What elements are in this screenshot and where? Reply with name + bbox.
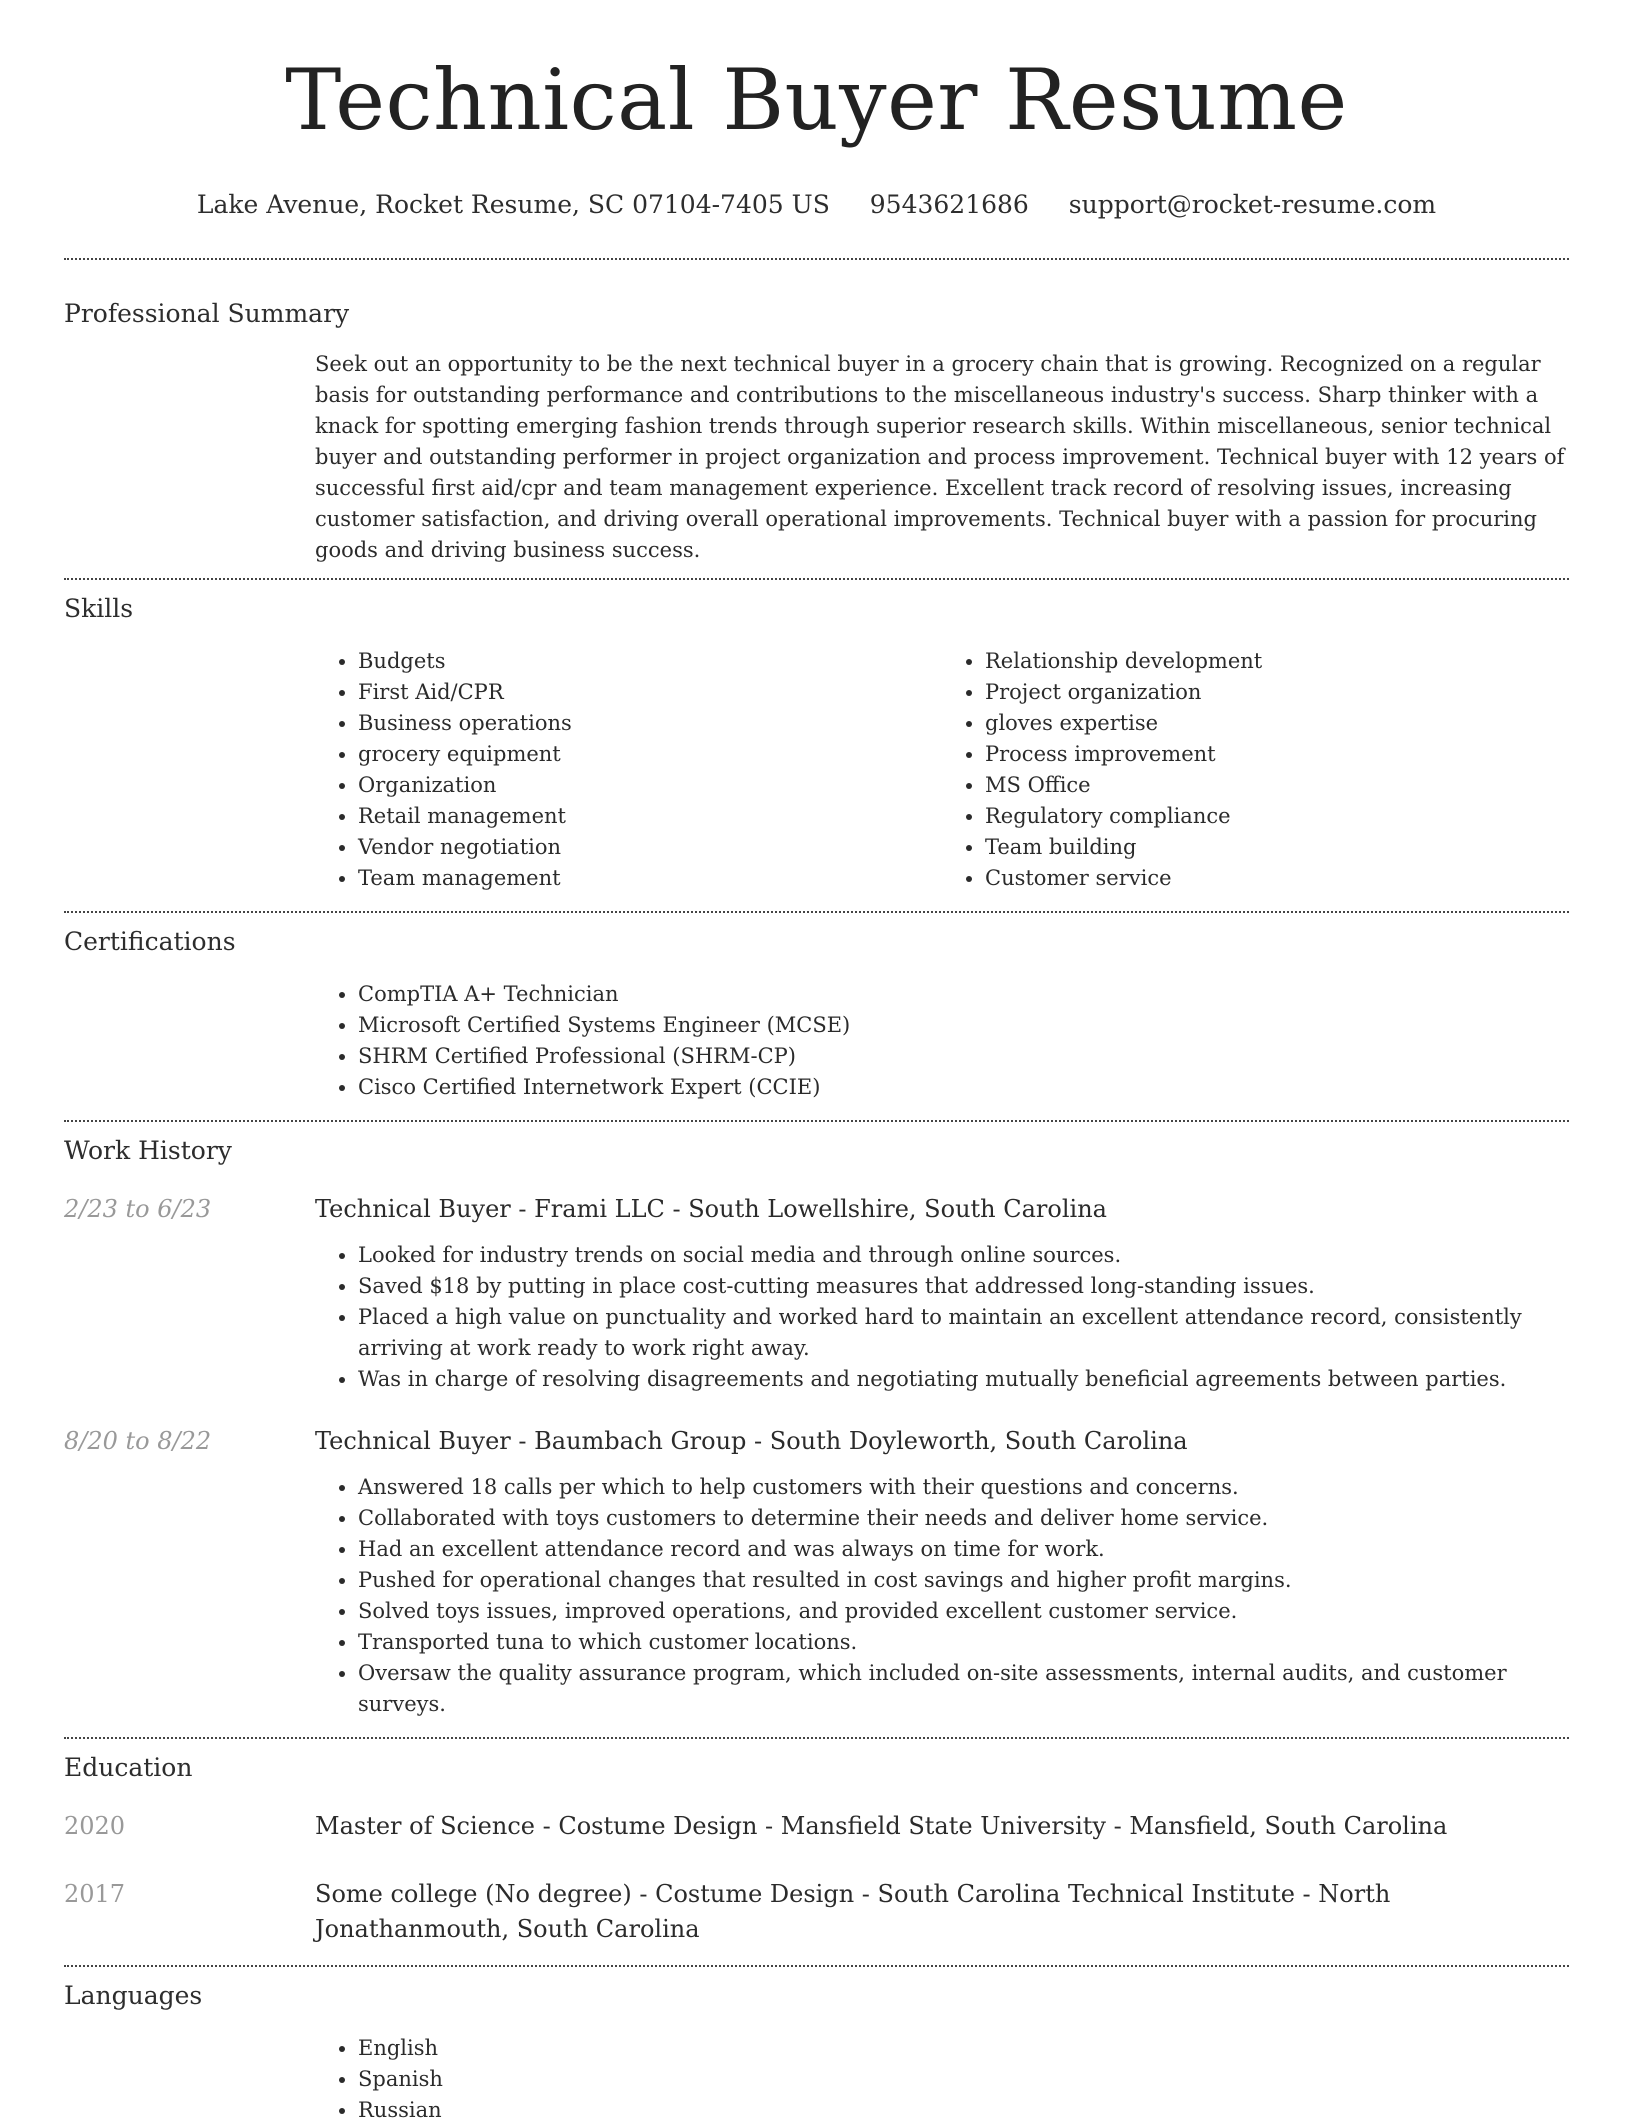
- divider: [64, 1965, 1569, 1967]
- contact-phone: 9543621686: [869, 190, 1029, 219]
- list-item: • Regulatory compliance: [985, 801, 1569, 832]
- education-entry: [64, 1877, 1569, 1947]
- list-item: • grocery equipment: [358, 739, 942, 770]
- list-item: • Transported tuna to which customer locations.: [358, 1627, 1569, 1658]
- divider: [64, 1737, 1569, 1739]
- divider: [64, 1120, 1569, 1122]
- job-bullets: [315, 1472, 1569, 1720]
- list-item: • Process improvement: [985, 739, 1569, 770]
- contact-line: [64, 188, 1569, 222]
- list-item: • CompTIA A+ Technician: [358, 979, 1569, 1010]
- list-item: • Cisco Certified Internetwork Expert (CCIE): [358, 1072, 1569, 1103]
- education-details: Some college (No degree) - Costume Design - South Carolina Technical Institute - North Jonathanmouth, South Carolina: [315, 1880, 1391, 1943]
- list-item: • English: [358, 2033, 1569, 2064]
- list-item: • Solved toys issues, improved operations, and provided excellent customer service.: [358, 1596, 1569, 1627]
- list-item: • Pushed for operational changes that resulted in cost savings and higher profit margins.: [358, 1565, 1569, 1596]
- list-item: • gloves expertise: [985, 708, 1569, 739]
- skills-list: [315, 646, 1569, 894]
- job-header: [64, 1424, 1569, 1458]
- list-item: • Budgets: [358, 646, 942, 677]
- list-item: • SHRM Certified Professional (SHRM-CP): [358, 1041, 1569, 1072]
- skills-heading: Skills: [64, 594, 134, 623]
- list-item: • Team management: [358, 863, 942, 894]
- list-item: • Retail management: [358, 801, 942, 832]
- list-item: • Had an excellent attendance record and was always on time for work.: [358, 1534, 1569, 1565]
- list-item: • Microsoft Certified Systems Engineer (MCSE): [358, 1010, 1569, 1041]
- skills-column-right: [942, 646, 1569, 894]
- list-item: • Relationship development: [985, 646, 1569, 677]
- list-item: • Oversaw the quality assurance program, which included on-site assessments, internal audits, and customer surveys.: [358, 1658, 1569, 1720]
- list-item: • First Aid/CPR: [358, 677, 942, 708]
- job-dates: 2/23 to 6/23: [64, 1195, 212, 1223]
- list-item: • Business operations: [358, 708, 942, 739]
- certifications-heading: Certifications: [64, 927, 236, 956]
- resume-title: Technical Buyer Resume: [285, 51, 1348, 149]
- divider: [64, 911, 1569, 913]
- divider: [64, 258, 1569, 260]
- certifications-list: [315, 979, 1569, 1103]
- list-item: • Placed a high value on punctuality and worked hard to maintain an excellent attendance record, consistently arriving at work ready to work right away.: [358, 1302, 1569, 1364]
- work-history-heading: Work History: [64, 1136, 232, 1165]
- list-item: • Customer service: [985, 863, 1569, 894]
- resume-page: [64, 0, 1569, 2126]
- divider: [64, 578, 1569, 580]
- summary-heading: Professional Summary: [64, 299, 350, 328]
- list-item: • Answered 18 calls per which to help customers with their questions and concerns.: [358, 1472, 1569, 1503]
- education-entry: [64, 1809, 1569, 1844]
- skills-column-left: [315, 646, 942, 894]
- education-details: Master of Science - Costume Design - Mansfield State University - Mansfield, South Carolina: [315, 1812, 1448, 1840]
- list-item: • MS Office: [985, 770, 1569, 801]
- list-item: • Organization: [358, 770, 942, 801]
- education-year: 2020: [64, 1812, 126, 1840]
- languages-heading: Languages: [64, 1981, 203, 2010]
- list-item: • Project organization: [985, 677, 1569, 708]
- job-dates: 8/20 to 8/22: [64, 1427, 212, 1455]
- job-title: Technical Buyer - Baumbach Group - South Doyleworth, South Carolina: [315, 1427, 1188, 1455]
- contact-email: support@rocket-resume.com: [1068, 190, 1437, 219]
- list-item: • Saved $18 by putting in place cost-cutting measures that addressed long-standing issues.: [358, 1271, 1569, 1302]
- list-item: • Spanish: [358, 2064, 1569, 2095]
- list-item: • Looked for industry trends on social media and through online sources.: [358, 1240, 1569, 1271]
- job-bullets: [315, 1240, 1569, 1395]
- education-heading: Education: [64, 1753, 193, 1782]
- list-item: • Russian: [358, 2095, 1569, 2126]
- education-year: 2017: [64, 1880, 126, 1908]
- contact-address: Lake Avenue, Rocket Resume, SC 07104-7405 US: [196, 190, 830, 219]
- list-item: • Vendor negotiation: [358, 832, 942, 863]
- languages-list: [315, 2033, 1569, 2126]
- job-header: [64, 1192, 1569, 1226]
- summary-text: Seek out an opportunity to be the next technical buyer in a grocery chain that is growing. Recognized on a regular basis for outstanding performance and contributions to the miscellaneous industry's success. Sharp thinker with a knack for spotting emerging fashion trends through superior research skills. Within miscellaneous, senior technical buyer and outstanding performer in project organization and process improvement. Technical buyer with 12 years of successful first aid/cpr and team management experience. Excellent track record of resolving issues, increasing customer satisfaction, and driving overall operational improvements. Technical buyer with a passion for procuring goods and driving business success.: [315, 352, 1565, 562]
- list-item: • Collaborated with toys customers to determine their needs and deliver home service.: [358, 1503, 1569, 1534]
- list-item: • Was in charge of resolving disagreements and negotiating mutually beneficial agreements between parties.: [358, 1364, 1569, 1395]
- list-item: • Team building: [985, 832, 1569, 863]
- job-title: Technical Buyer - Frami LLC - South Lowellshire, South Carolina: [315, 1195, 1107, 1223]
